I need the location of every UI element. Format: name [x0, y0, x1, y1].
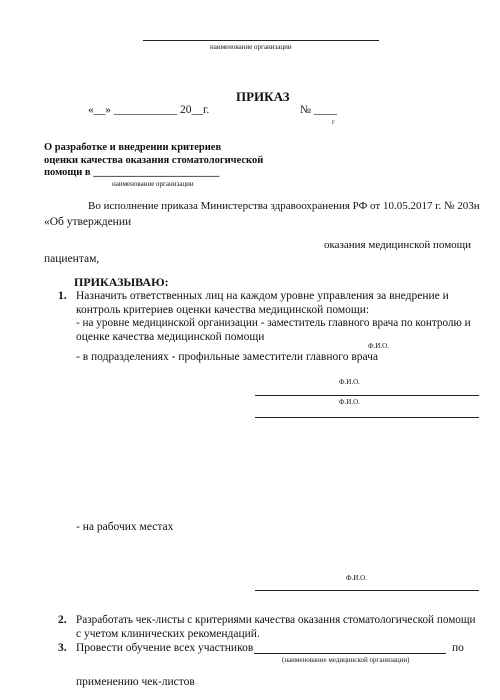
subitem-divisions: - в подразделениях - профильные заместители главного врача: [76, 351, 379, 363]
signature-line-1[interactable]: [255, 395, 479, 396]
order-number-field[interactable]: № ____: [300, 104, 337, 116]
fio-label-1: Ф.И.О.: [368, 342, 389, 350]
item-3-line-2: по: [452, 642, 464, 654]
order-date-field[interactable]: «__» ___________ 20__г.: [88, 104, 210, 116]
preamble-line-3: оказания медицинской помощи: [324, 239, 472, 251]
item-3-number: 3.: [58, 642, 67, 654]
org-name-line[interactable]: [143, 40, 379, 41]
preamble-line-1: Во исполнение приказа Министерства здравоохранения РФ от 10.05.2017 г. № 203н: [88, 200, 480, 212]
item-3-line-1: Провести обучение всех участников: [76, 642, 254, 654]
item-2-line-1: Разработать чек-листы с критериями качества оказания стоматологической помощи: [76, 614, 476, 626]
fio-label-4: Ф.И.О.: [346, 574, 367, 582]
item-3-org-line[interactable]: [254, 653, 446, 654]
item-1-line-2: контроль критериев оценки качества медицинской помощи:: [76, 304, 370, 316]
fio-label-2: Ф.И.О.: [339, 378, 360, 386]
document-title: ПРИКАЗ: [236, 89, 290, 104]
item-2-line-2: с учетом клинических рекомендаций.: [76, 628, 260, 640]
subitem-org-level-line-2: оценке качества медицинской помощи: [76, 331, 265, 343]
order-g-mark: г: [332, 118, 335, 126]
subject-line-1: О разработке и внедрении критериев: [44, 142, 222, 153]
subject-line-2: оценки качества оказания стоматологической: [44, 155, 264, 166]
item-1-number: 1.: [58, 290, 67, 302]
subject-org-caption: наименование организации: [112, 180, 194, 188]
item-3-org-caption: (наименование медицинской организации): [282, 656, 410, 664]
item-2-number: 2.: [58, 614, 67, 626]
org-name-caption: наименование организации: [210, 43, 292, 51]
subitem-org-level-line-1: - на уровне медицинской организации - заместитель главного врача по контролю и: [76, 317, 471, 329]
signature-line-2[interactable]: [255, 417, 479, 418]
preamble-line-4: пациентам,: [44, 253, 100, 265]
subject-line-3[interactable]: помощи в ________________________: [44, 167, 220, 178]
fio-label-3: Ф.И.О.: [339, 398, 360, 406]
order-word: ПРИКАЗЫВАЮ:: [74, 275, 169, 289]
subitem-workplaces: - на рабочих местах: [76, 521, 174, 533]
item-3-line-3: применению чек-листов: [76, 676, 195, 688]
signature-line-3[interactable]: [255, 590, 479, 591]
item-1-line-1: Назначить ответственных лиц на каждом уровне управления за внедрение и: [76, 290, 449, 302]
preamble-line-2: «Об утверждении: [44, 216, 132, 228]
